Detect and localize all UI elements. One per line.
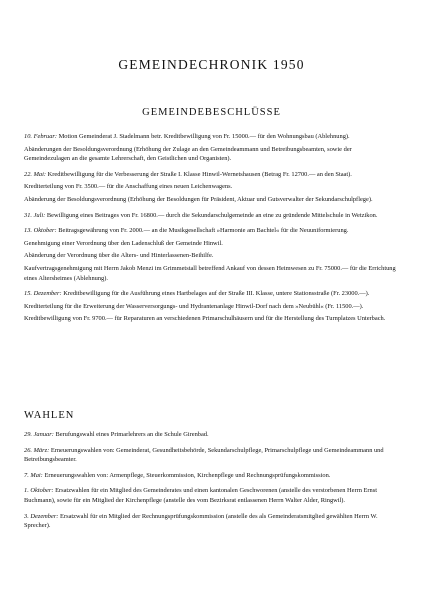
entry-text: Kaufvertragsgenehmigung mit Herrn Jakob Menzi im Grimmetstall betreffend Ankauf von dessen Heimwesen zu Fr. 75000.— für die Errichtung eines Altersheimes (Ablehnung). [24, 264, 396, 282]
entry-text: Bewilligung eines Beitrages von Fr. 16800.— durch die Sekundarschulgemeinde an eine zu gründende Mittelschule in Wetzikon. [46, 211, 378, 219]
entry-text: Abänderung der Besoldungsverordnung (Erhöhung der Besoldungen für Präsident, Aktuar und Gutsverwalter der Sekundarschulpflege). [24, 195, 373, 203]
entry-date: 31. Juli: [24, 211, 46, 219]
entry-date: 7. Mai: [24, 471, 43, 479]
entry-date: 1. Oktober: [24, 487, 54, 495]
list-item [24, 226, 398, 236]
entry-date: 13. Oktober: [24, 227, 57, 235]
section-heading-gemeindebeschluesse: GEMEINDEBESCHLÜSSE [142, 107, 281, 118]
list-item [24, 486, 398, 505]
entry-text: Kreditbewilligung für die Ausführung eines Hartbelages auf der Straße III. Klasse, untere Stationsstraße (Fr. 23000.—). [63, 290, 370, 298]
list-item [24, 195, 398, 205]
entry-text: Krediterteilung für die Erweiterung der Wasserversorgungs- und Hydrantenanlage Hinwil-Dorf nach dem »Neubühl« (Fr. 11500.—). [24, 302, 364, 310]
list-item [24, 289, 398, 299]
list-item [24, 264, 398, 283]
entry-text: Genehmigung einer Verordnung über den Ladenschluß der Gemeinde Hinwil. [24, 239, 223, 247]
list-item [24, 239, 398, 249]
list-item [24, 182, 398, 192]
list-item [24, 170, 398, 180]
entry-text: Berufungswahl eines Primarlehrers an die Schule Girenbad. [55, 431, 209, 438]
list-item [24, 430, 398, 440]
entry-text: Motion Gemeinderat J. Stadelmann betr. Kreditbewilligung von Fr. 15000.— für den Wohnungsbau (Ablehnung). [58, 133, 350, 140]
entry-date: 15. Dezember: [24, 290, 62, 298]
entry-text: Kreditbewilligung von Fr. 9700.— für Reparaturen an verschiedenen Primarschulhäusern und für die Herstellung des Turnplatzes Unterbach. [24, 315, 386, 323]
section-heading-wahlen: WAHLEN [24, 410, 75, 421]
entry-date: 29. Januar: [24, 431, 54, 438]
entry-date: 26. März: [24, 446, 50, 454]
entry-text: Beitragsgewährung von Fr. 2000.— an die Musikgesellschaft »Harmonie am Bachtel« für die Neuuniformierung. [58, 227, 349, 235]
entry-date: 3. Dezember: [24, 512, 59, 520]
entry-text: Ersatzwahl für ein Mitglied der Rechnungsprüfungskommission (anstelle des als Gemeinderatsmitglied gewählten Herrn W. Sprecher). [24, 512, 378, 530]
list-item [24, 471, 398, 481]
entry-date: 22. Mai: [24, 170, 47, 178]
entry-text: Abänderung der Verordnung über die Alters- und Hinterlassenen-Beihilfe. [24, 252, 214, 260]
entry-date: 10. Februar: [24, 133, 58, 140]
entry-text: Kreditbewilligung für die Verbesserung der Straße I. Klasse Hinwil-Wernetshausen (Betrag Fr. 12700.— an den Staat). [47, 170, 352, 178]
list-item [24, 211, 398, 221]
list-item [24, 132, 398, 142]
beschluesse-list [24, 132, 398, 324]
entry-text: Ersatzwahlen für ein Mitglied des Gemeinderates und einen kantonalen Geschworenen (anstelle des verstorbenen Herrn Ernst Buchmann), sowie für ein Mitglied der Kirchenpflege (anstelle des vom Bezirksrat entlassenen Herrn Walter Alder, Ringwil). [24, 487, 377, 504]
list-item [24, 145, 398, 164]
entry-text: Erneuerungswahlen von: Armenpflege, Steuerkommission, Kirchenpflege und Rechnungsprüfungskommission. [44, 471, 331, 479]
page-title: GEMEINDECHRONIK 1950 [118, 57, 305, 72]
list-item [24, 512, 398, 531]
entry-text: Abänderungen der Besoldungsverordnung (Erhöhung der Zulage an den Gemeindeammann und Betreibungsbeamten, sowie der Gemeindezulagen an die gesamte Lehrerschaft, den Geistlichen und Organisten). [24, 145, 352, 163]
wahlen-list [24, 430, 398, 531]
list-item [24, 302, 398, 312]
entry-text: Krediterteilung von Fr. 3500.— für die Anschaffung eines neuen Leichenwagens. [24, 183, 233, 191]
list-item [24, 446, 398, 465]
entry-text: Erneuerungswahlen von: Gemeinderat, Gesundheitsbehörde, Sekundarschulpflege, Primarschulpflege und Gemeindeammann und Betreibungsbeamter. [24, 446, 384, 464]
list-item [24, 251, 398, 261]
list-item [24, 314, 398, 324]
